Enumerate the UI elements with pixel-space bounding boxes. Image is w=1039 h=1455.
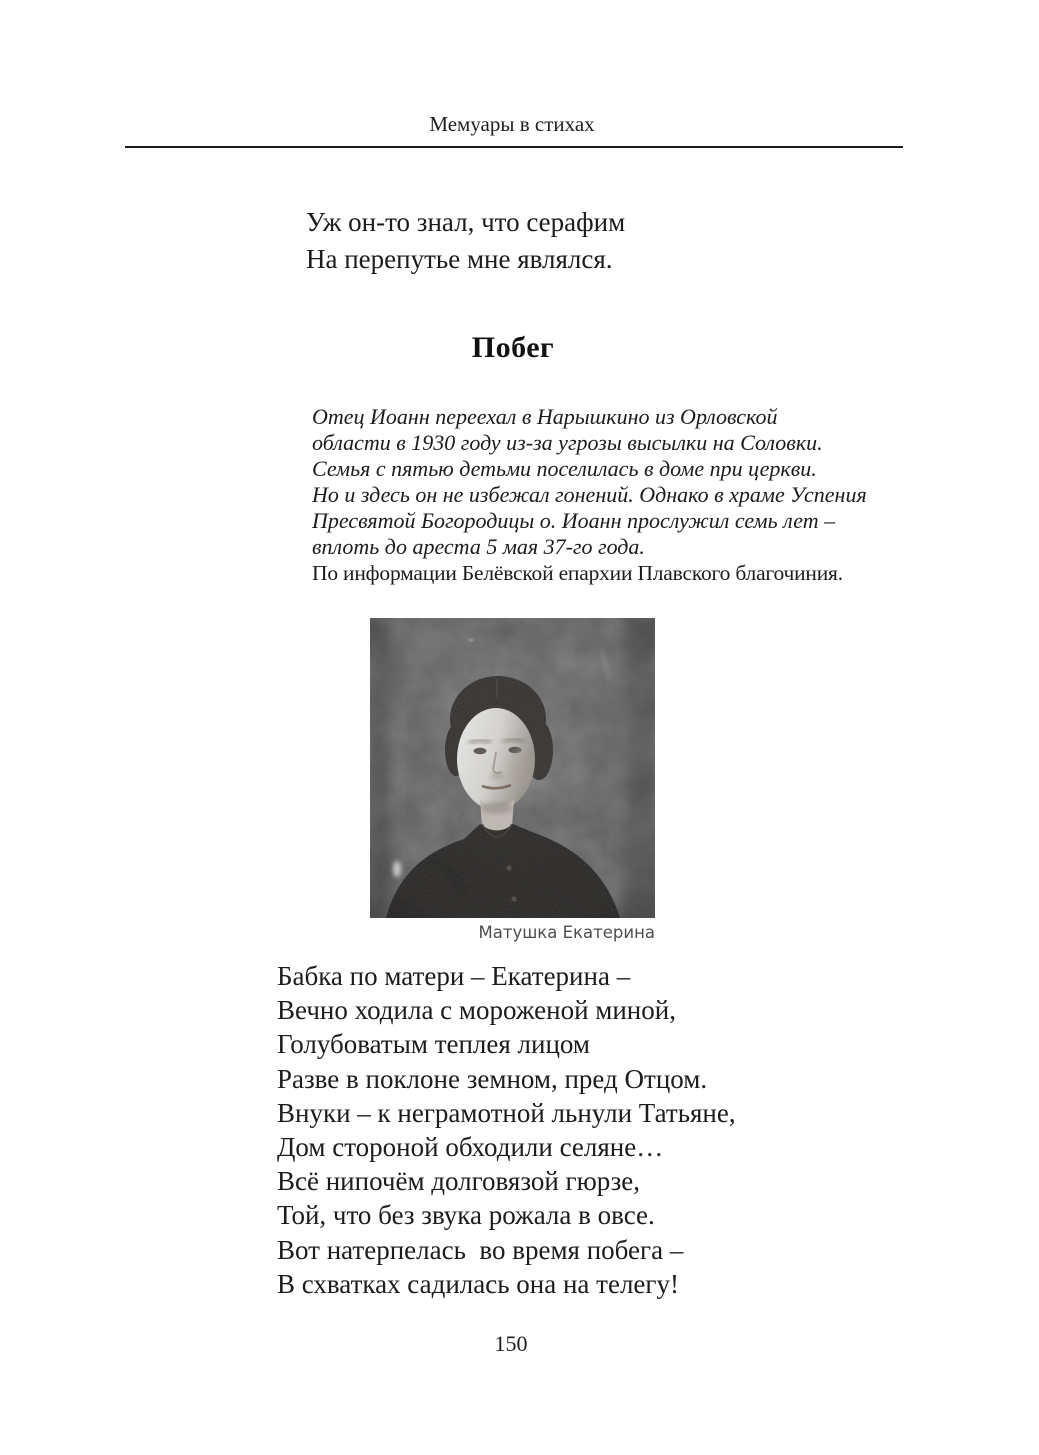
portrait-figure <box>370 618 655 942</box>
poem-line: Разве в поклоне земном, пред Отцом. <box>277 1063 708 1094</box>
poem-line: Вечно ходила с мороженой миной, <box>277 995 676 1026</box>
poem <box>277 959 736 1301</box>
epigraph <box>312 404 902 586</box>
epigraph-line: вплоть до ареста 5 мая 37-го года. <box>312 534 645 559</box>
poem-line: Всё нипочём долговязой гюрзе, <box>277 1166 641 1197</box>
epigraph-attribution: По информации Белёвской епархии Плавского благочиния. <box>312 561 843 585</box>
running-header: Мемуары в стихах <box>429 112 595 136</box>
section-title: Побег <box>471 331 555 364</box>
poem-line: В схватках садилась она на телегу! <box>277 1268 679 1299</box>
epigraph-line: области в 1930 году из-за угрозы высылки на Соловки. <box>312 430 823 455</box>
intro-verse-line: Уж он-то знал, что серафим <box>306 207 626 237</box>
poem-line: Голубоватым теплея лицом <box>277 1029 590 1060</box>
epigraph-line: Но и здесь он не избежал гонений. Однако в храме Успения <box>312 482 867 507</box>
epigraph-line: Семья с пятью детьми поселилась в доме при церкви. <box>312 456 817 481</box>
poem-line: Вот натерпелась во время побега – <box>277 1234 684 1265</box>
page-number: 150 <box>494 1331 528 1356</box>
portrait-photo <box>370 618 655 918</box>
epigraph-line: Пресвятой Богородицы о. Иоанн прослужил семь лет – <box>312 508 836 533</box>
poem-line: Внуки – к неграмотной льнули Татьяне, <box>277 1097 736 1128</box>
poem-line: Бабка по матери – Екатерина – <box>277 961 631 991</box>
epigraph-line: Отец Иоанн переехал в Нарышкино из Орловской <box>312 404 778 429</box>
poem-line: Дом стороной обходили селяне… <box>277 1132 664 1163</box>
header-rule <box>125 146 903 148</box>
intro-verse <box>306 204 625 278</box>
photo-caption: Матушка Екатерина <box>478 923 655 942</box>
poem-line: Той, что без звука рожала в овсе. <box>277 1200 655 1231</box>
intro-verse-line: На перепутье мне являлся. <box>306 244 613 274</box>
